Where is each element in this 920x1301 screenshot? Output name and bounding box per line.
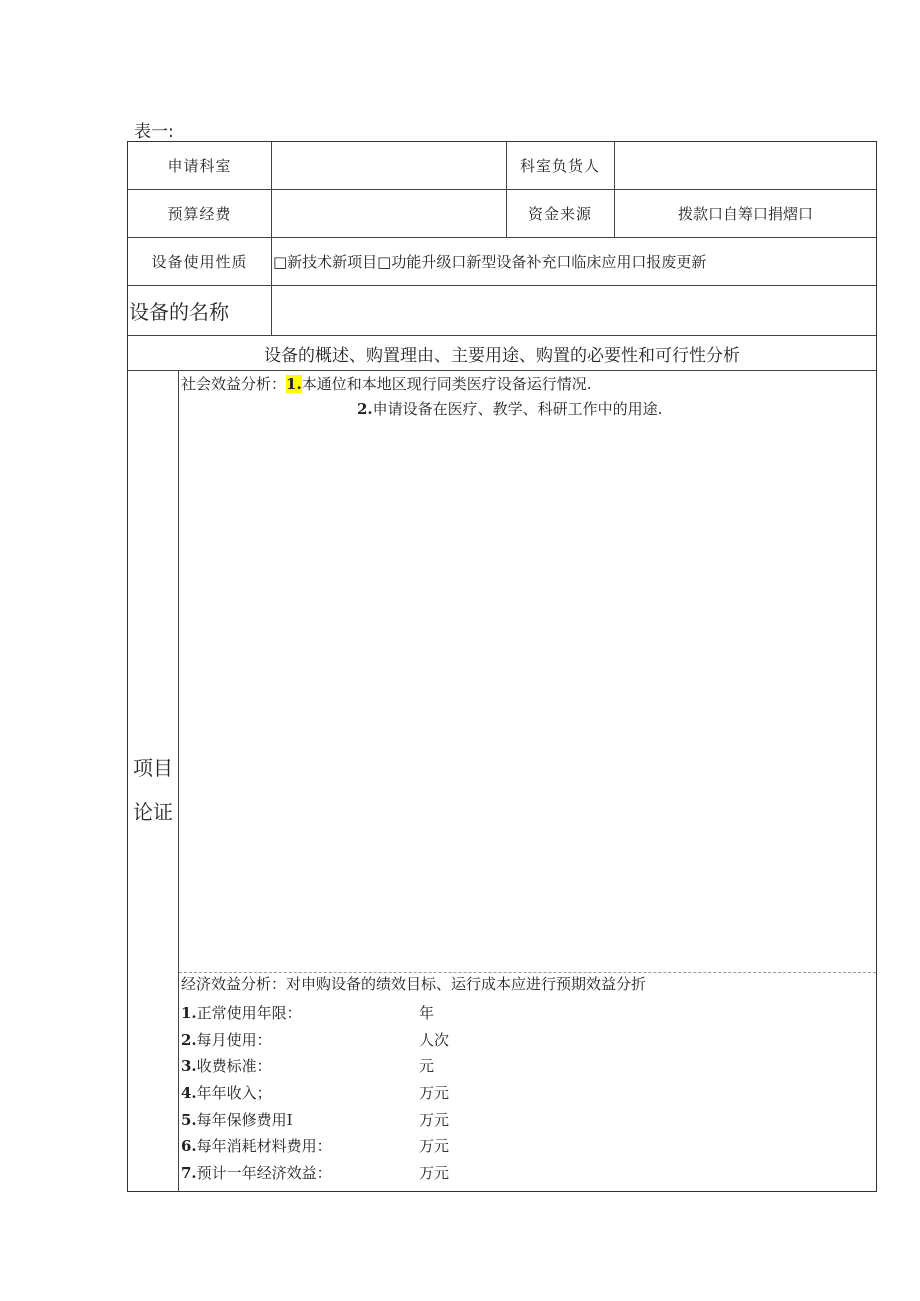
economic-item[interactable]: [181, 1162, 449, 1183]
section-divider: [179, 972, 876, 973]
social-item-1-text: 本通位和本地区现行同类医疗设备运行情况.: [301, 375, 592, 393]
fund-source-label: 资金来源: [527, 205, 592, 223]
economic-item[interactable]: [181, 1029, 449, 1050]
table-caption: 表一:: [134, 122, 174, 142]
economic-item-number: 1.: [181, 1004, 197, 1022]
economic-item-number: 6.: [181, 1137, 197, 1155]
economic-item-unit: 年: [419, 1004, 435, 1022]
economic-item-label: 预计一年经济效益：: [196, 1164, 332, 1182]
dept-label: 申请科室: [167, 157, 232, 175]
economic-item-unit: 万元: [419, 1137, 450, 1155]
fund-source-options[interactable]: 拨款口自筹口捐熠口: [677, 205, 813, 223]
dept-head-label: 科室负货人: [519, 157, 600, 175]
equipment-application-form: [127, 141, 877, 1192]
economic-item[interactable]: [181, 1135, 449, 1156]
economic-item-number: 4.: [181, 1084, 197, 1102]
project-label-line2: 论证: [133, 800, 173, 824]
dept-head-field[interactable]: [615, 142, 876, 189]
economic-item-unit: 万元: [419, 1111, 450, 1129]
economic-item-label: 收费标准：: [196, 1057, 272, 1075]
economic-item-label: 正常使用年限：: [196, 1004, 302, 1022]
economic-item[interactable]: [181, 1055, 434, 1076]
economic-item[interactable]: [181, 1082, 449, 1103]
project-label-line1: 项目: [133, 756, 173, 780]
economic-item-unit: 万元: [419, 1084, 450, 1102]
economic-item-unit: 人次: [419, 1031, 450, 1049]
economic-item-unit: 元: [419, 1057, 435, 1075]
economic-item-unit: 万元: [419, 1164, 450, 1182]
column-divider: [178, 370, 179, 1192]
social-benefit-label: 社会效益分析：: [181, 375, 287, 393]
economic-item-label: 每年保修费用I: [196, 1111, 293, 1129]
economic-item-label: 每月使用：: [196, 1031, 272, 1049]
budget-label: 预算经费: [167, 205, 232, 223]
economic-benefit-header: 经济效益分析：对申购设备的绩效目标、运行成本应进行预期效益分折: [181, 975, 647, 993]
economic-item[interactable]: [181, 1002, 434, 1023]
economic-item-number: 3.: [181, 1057, 197, 1075]
economic-item-label: 年年收入；: [196, 1084, 272, 1102]
social-benefit-analysis[interactable]: [181, 374, 871, 419]
economic-item-label: 每年消耗材料费用：: [196, 1137, 332, 1155]
social-item-1-number: 1.: [286, 375, 302, 393]
budget-field[interactable]: [272, 190, 506, 237]
equipment-name-label: 设备的名称: [129, 300, 229, 324]
social-item-2-number: 2.: [357, 400, 373, 418]
dept-field[interactable]: [272, 142, 506, 189]
equipment-name-field[interactable]: [272, 286, 876, 335]
economic-item-number: 5.: [181, 1111, 197, 1129]
section-title: 设备的概述、购置理由、主要用途、购置的必要性和可行性分析: [264, 345, 740, 366]
economic-item-number: 2.: [181, 1031, 197, 1049]
project-label: [128, 746, 178, 834]
row-divider: [128, 370, 876, 371]
usage-nature-label: 设备使用性质: [151, 253, 248, 271]
usage-nature-options[interactable]: □新技术新项目□功能升级口新型设备补充口临床应用口报废更新: [273, 253, 707, 271]
economic-item-number: 7.: [181, 1164, 197, 1182]
social-item-2-text: 申请设备在医疗、教学、科研工作中的用途.: [372, 400, 663, 418]
economic-item[interactable]: [181, 1109, 449, 1130]
